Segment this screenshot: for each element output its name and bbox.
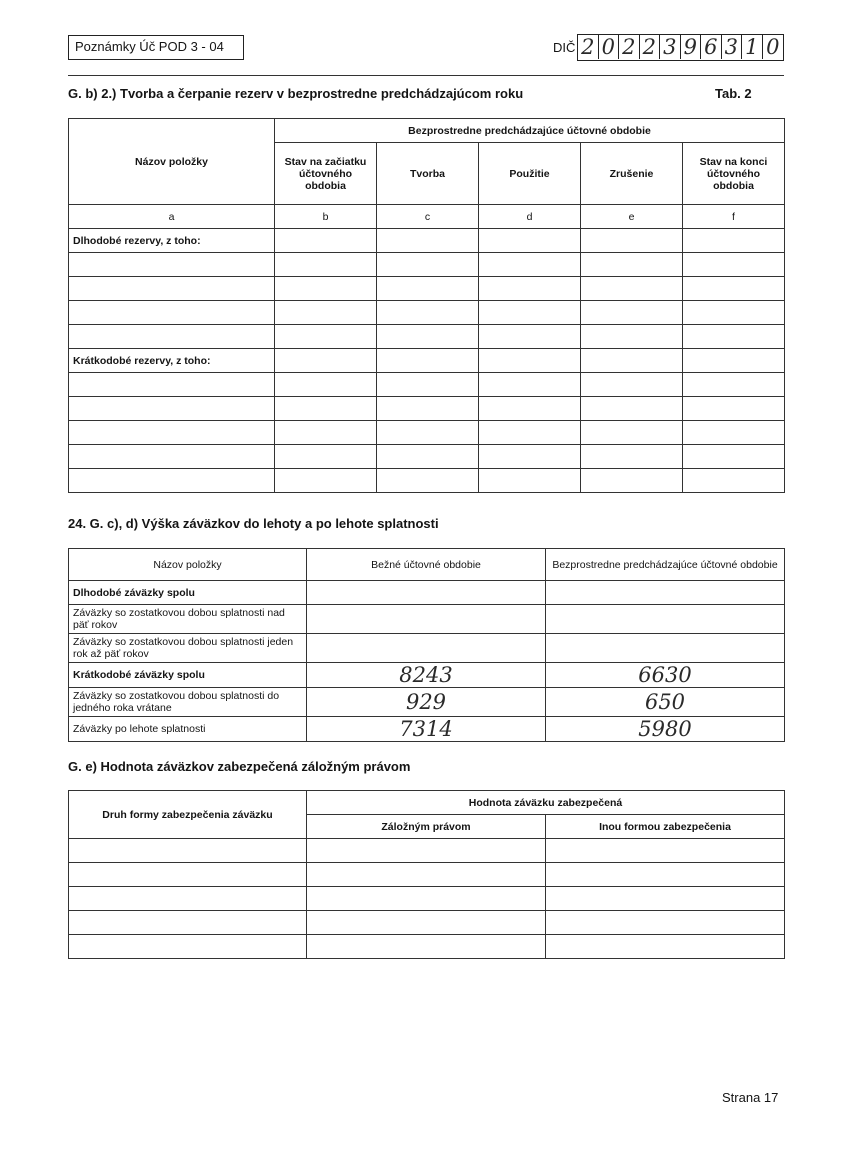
dic-digit: 0 xyxy=(766,35,780,59)
value-current: 8243 xyxy=(307,663,546,688)
dic-field xyxy=(577,34,784,61)
value-previous: 650 xyxy=(546,688,785,717)
table-cell xyxy=(479,229,581,253)
table-row xyxy=(69,634,785,663)
table-row xyxy=(69,839,785,863)
table-row xyxy=(69,935,785,959)
col-header-creation: Tvorba xyxy=(377,143,479,205)
table-cell xyxy=(683,229,785,253)
table-row xyxy=(69,887,785,911)
dic-digit: 0 xyxy=(599,35,620,59)
col-header-previous: Bezprostredne predchádzajúce účtovné obdobie xyxy=(546,549,785,581)
col-header-current: Bežné účtovné obdobie xyxy=(307,549,546,581)
row-label: Záväzky so zostatkovou dobou splatnosti jeden rok až päť rokov xyxy=(69,634,307,663)
table-row xyxy=(69,605,785,634)
dic-digit: 1 xyxy=(742,35,763,59)
row-label: Záväzky so zostatkovou dobou splatnosti do jedného roka vrátane xyxy=(69,688,307,717)
table-cell xyxy=(377,349,479,373)
col-header-pledge: Záložným právom xyxy=(307,815,546,839)
col-group-header: Hodnota záväzku zabezpečená xyxy=(307,791,785,815)
table-row xyxy=(69,688,785,717)
table-cell xyxy=(683,349,785,373)
col-letter: e xyxy=(581,205,683,229)
liabilities-table xyxy=(68,548,785,742)
col-header-closing: Stav na konci účtovného obdobia xyxy=(683,143,785,205)
table-cell xyxy=(581,229,683,253)
dic-digit: 2 xyxy=(640,35,661,59)
value-previous xyxy=(546,634,785,663)
reserves-section-title: G. b) 2.) Tvorba a čerpanie rezerv v bezprostredne predchádzajúcom roku xyxy=(68,86,524,101)
col-header-type: Druh formy zabezpečenia záväzku xyxy=(69,791,307,839)
col-letter: c xyxy=(377,205,479,229)
page-number: Strana 17 xyxy=(722,1090,779,1105)
row-label-long-term: Dlhodobé rezervy, z toho: xyxy=(69,229,275,253)
table-cell xyxy=(479,349,581,373)
table-row xyxy=(69,421,785,445)
dic-digit: 3 xyxy=(660,35,681,59)
value-current: 929 xyxy=(307,688,546,717)
table-row xyxy=(69,397,785,421)
value-current xyxy=(307,605,546,634)
table-row xyxy=(69,581,785,605)
table-row xyxy=(69,863,785,887)
table-row xyxy=(69,663,785,688)
liabilities-section-title: 24. G. c), d) Výška záväzkov do lehoty a po lehote splatnosti xyxy=(68,516,439,531)
row-label: Krátkodobé záväzky spolu xyxy=(69,663,307,688)
col-group-header: Bezprostredne predchádzajúce účtovné obdobie xyxy=(275,119,785,143)
col-letter: b xyxy=(275,205,377,229)
table-row xyxy=(69,253,785,277)
reserves-table xyxy=(68,118,785,493)
row-label: Dlhodobé záväzky spolu xyxy=(69,581,307,605)
form-label: Poznámky Úč POD 3 - 04 xyxy=(68,35,244,60)
col-header-name: Názov položky xyxy=(69,549,307,581)
value-previous xyxy=(546,605,785,634)
table-row xyxy=(69,373,785,397)
table-cell xyxy=(275,349,377,373)
tab-label: Tab. 2 xyxy=(715,86,752,101)
row-label: Záväzky po lehote splatnosti xyxy=(69,717,307,742)
table-row xyxy=(69,325,785,349)
table-cell xyxy=(581,349,683,373)
table-row xyxy=(69,301,785,325)
dic-digit: 2 xyxy=(578,35,599,59)
pledge-section-title: G. e) Hodnota záväzkov zabezpečená záložným právom xyxy=(68,759,411,774)
dic-digit: 2 xyxy=(619,35,640,59)
col-header-cancellation: Zrušenie xyxy=(581,143,683,205)
table-row xyxy=(69,911,785,935)
header-divider xyxy=(68,75,784,76)
dic-digit: 3 xyxy=(722,35,743,59)
row-label-short-term: Krátkodobé rezervy, z toho: xyxy=(69,349,275,373)
value-previous: 5980 xyxy=(546,717,785,742)
table-row xyxy=(69,229,785,253)
dic-digit: 9 xyxy=(681,35,702,59)
table-row xyxy=(69,717,785,742)
col-letter: d xyxy=(479,205,581,229)
col-header-opening: Stav na začiatku účtovného obdobia xyxy=(275,143,377,205)
col-letter: a xyxy=(69,205,275,229)
col-header-other: Inou formou zabezpečenia xyxy=(546,815,785,839)
dic-label: DIČ xyxy=(553,40,576,55)
col-letter: f xyxy=(683,205,785,229)
row-label: Záväzky so zostatkovou dobou splatnosti nad päť rokov xyxy=(69,605,307,634)
table-row xyxy=(69,349,785,373)
value-current xyxy=(307,581,546,605)
value-previous: 6630 xyxy=(546,663,785,688)
table-row xyxy=(69,469,785,493)
value-current xyxy=(307,634,546,663)
value-previous xyxy=(546,581,785,605)
value-current: 7314 xyxy=(307,717,546,742)
table-row xyxy=(69,445,785,469)
dic-digit: 6 xyxy=(701,35,722,59)
col-header-name: Názov položky xyxy=(69,119,275,205)
table-row xyxy=(69,277,785,301)
pledge-table xyxy=(68,790,785,959)
col-header-usage: Použitie xyxy=(479,143,581,205)
table-cell xyxy=(377,229,479,253)
table-cell xyxy=(275,229,377,253)
